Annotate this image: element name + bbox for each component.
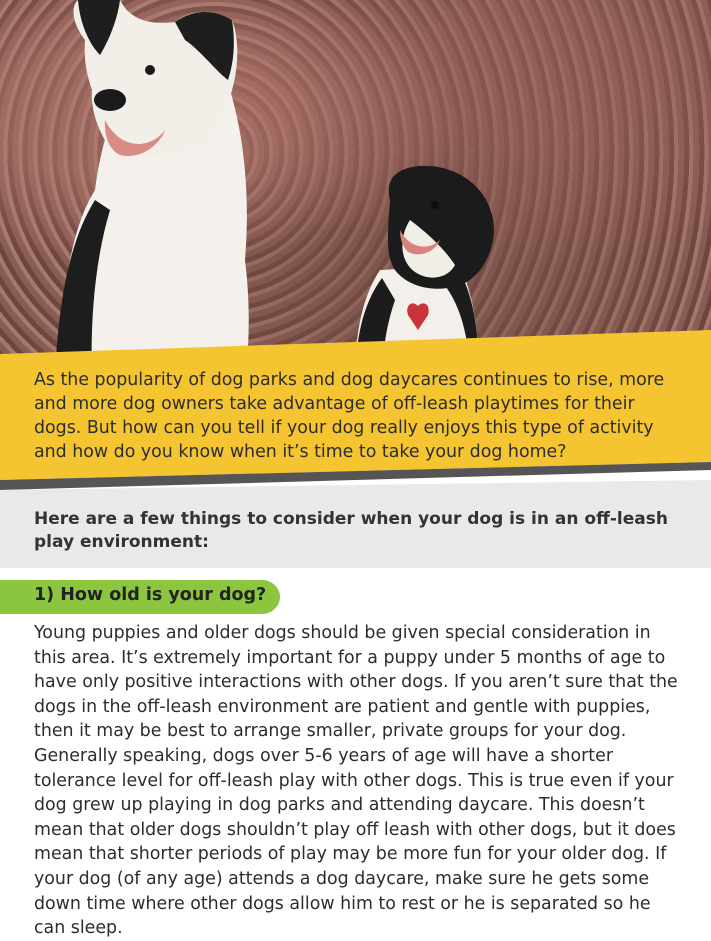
dogs-photo: [0, 0, 711, 380]
section-heading: 1) How old is your dog?: [34, 585, 267, 605]
section-body: Young puppies and older dogs should be given special consideration in this area. It’s extremely important for a puppy under 5 months of age to have only positive interactions with other dogs. If you aren’t sure that the dogs in the off-leash environment are patient and gentle with puppies, then it may be best to arrange smaller, private groups for your dog. Generally speaking, dogs over 5-6 years of age will have a shorter tolerance level for off-leash play with other dogs. This is true even if your dog grew up playing in dog parks and attending daycare. This doesn’t mean that older dogs shouldn’t play off leash with other dogs, but it does mean that shorter periods of play may be more fun for your older dog. If your dog (of any age) attends a dog daycare, make sure he gets some down time where other dogs allow him to rest or he is separated so he can sleep.: [34, 623, 678, 939]
consider-text: Here are a few things to consider when your dog is in an off-leash play environment:: [34, 509, 668, 552]
dogs-illustration: [0, 0, 711, 380]
intro-paragraph: As the popularity of dog parks and dog daycares continues to rise, more and more dog owners take advantage of off-leash playtimes for their dogs. But how can you tell if your dog really enjoys this type of activity and how do you know when it’s time to take your dog home?: [34, 370, 665, 462]
